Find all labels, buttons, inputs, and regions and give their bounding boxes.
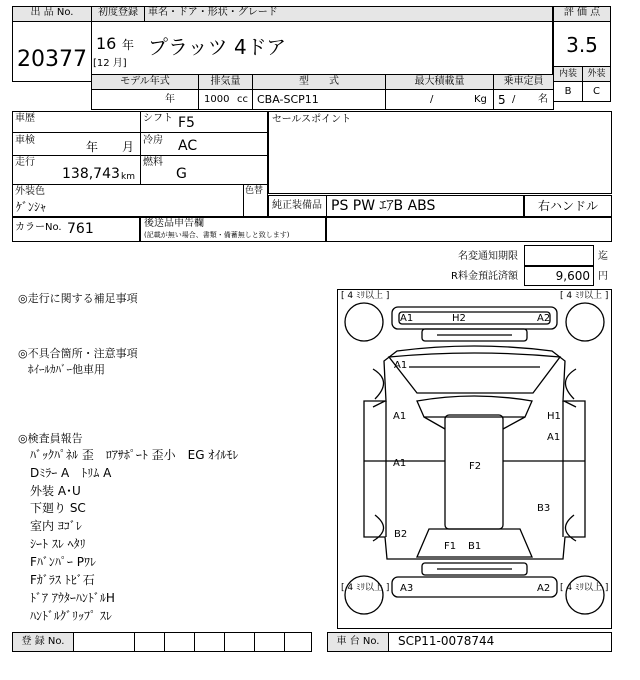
interior-label: 内装: [553, 66, 583, 82]
inspection-label: 車検: [15, 135, 35, 146]
first-reg-label: 初度登録: [91, 6, 145, 22]
fuel: G: [176, 166, 187, 182]
car-diagram: [337, 289, 612, 629]
tire-depth-front-right: [ 4 ﾐﾘ以上 ]: [560, 291, 609, 301]
lot-no: 20377: [17, 47, 87, 72]
driving-notes-header: ◎走行に関する補足事項: [18, 292, 138, 305]
front-bumper: [392, 307, 557, 329]
mark-rear-bumper-left: A3: [400, 583, 414, 594]
model-year-unit: 年: [165, 94, 175, 105]
first-reg-year-unit: 年: [122, 38, 135, 52]
color-no-label: カラーNo.: [15, 222, 62, 233]
reg-no-label: 登 録 No.: [12, 632, 74, 652]
aftermarket-note: (記載が無い場合、書類・備蓄無しと致します): [144, 231, 290, 239]
model-type-label: 型 式: [252, 74, 386, 90]
first-reg-month: [12 月]: [93, 58, 127, 69]
mark-left-rear-door: A1: [393, 458, 407, 469]
sales-points-label: セールスポイント: [272, 114, 352, 125]
name-change-unit: 迄: [598, 251, 608, 262]
inspector-line: ﾄﾞｱ ｱｳﾀｰﾊﾝﾄﾞﾙH: [30, 591, 115, 605]
inspector-line: 下廻り SC: [30, 501, 86, 515]
mark-right-rear-fender: B3: [537, 503, 551, 514]
exterior-grade: C: [582, 81, 611, 102]
mark-right-front-door-a1: A1: [547, 432, 561, 443]
inspector-line: 外装 A･U: [30, 484, 81, 498]
mark-left-fender: A1: [394, 360, 408, 371]
mark-rear-glass-b1: B1: [468, 541, 482, 552]
car-name: プラッツ 4ドア: [148, 35, 287, 59]
defects-header: ◎不具合箇所・注意事項: [18, 347, 138, 360]
inspector-line: Dﾐﾗｰ A ﾄﾘﾑ A: [30, 466, 112, 480]
inspector-line: ﾊﾝﾄﾞﾙｸﾞﾘｯﾌﾟ ｽﾚ: [30, 609, 112, 623]
chassis-label: 車 台 No.: [327, 632, 389, 652]
rear-bumper: [392, 577, 557, 597]
inspector-line: Fﾊﾞﾝﾊﾟｰ Pﾜﾚ: [30, 555, 96, 569]
tire-front-right: [566, 303, 604, 341]
displacement-unit: cc: [237, 94, 248, 105]
inspector-line: ﾊﾞｯｸﾊﾟﾈﾙ 歪 ﾛｱｻﾎﾟｰﾄ 歪小 EG ｵｲﾙﾓﾚ: [30, 448, 239, 462]
rating-label: 評 価 点: [553, 6, 611, 22]
recycle-label: R料金預託済額: [451, 271, 518, 282]
capacity-unit: 名: [538, 94, 548, 105]
capacity-slash: /: [512, 94, 516, 105]
name-change-label: 名変通知期限: [458, 251, 518, 262]
max-load-slash: /: [430, 94, 434, 105]
displacement: 1000: [204, 94, 230, 105]
inspector-header: ◎検査員報告: [18, 432, 83, 445]
lot-no-label: 出 品 No.: [12, 6, 92, 22]
model-year-value-cell: [91, 89, 199, 110]
mileage-label: 走行: [15, 157, 35, 168]
max-load-unit: Kg: [474, 94, 487, 105]
mark-rear-glass-f1: F1: [444, 541, 457, 552]
rating-score: 3.5: [566, 33, 598, 57]
ac: AC: [178, 138, 198, 154]
capacity: 5: [498, 93, 506, 107]
mark-left-rear-fender: B2: [394, 529, 408, 540]
tire-depth-front-left: [ 4 ﾐﾘ以上 ]: [341, 291, 390, 301]
max-load-label: 最大積載量: [385, 74, 494, 90]
color-label: 外装色: [15, 186, 45, 197]
color: ｹﾞﾝｼｬ: [16, 200, 47, 214]
handle: 右ハンドル: [524, 195, 612, 217]
interior-grade: B: [553, 81, 583, 102]
defect-line: ﾎｲｰﾙｶﾊﾞｰ他車用: [28, 363, 105, 376]
color-no: 761: [67, 221, 94, 237]
mark-rear-bumper-right: A2: [537, 583, 551, 594]
car-body-outline: [364, 346, 585, 559]
mark-front-bumper-center: H2: [452, 313, 466, 324]
inspector-line: 室内 ﾖｺﾞﾚ: [30, 519, 82, 533]
tire-rear-left: [345, 576, 383, 614]
tire-depth-rear-left: [ 4 ﾐﾘ以上 ]: [341, 583, 390, 593]
mark-left-front-door: A1: [393, 411, 407, 422]
capacity-label: 乗車定員: [493, 74, 554, 90]
recycle-amount: 9,600: [555, 269, 590, 283]
mileage-unit: km: [121, 172, 135, 182]
first-reg-year: 16: [96, 34, 117, 53]
model-year-label: モデル年式: [91, 74, 199, 90]
name-change-value: [524, 245, 594, 266]
shift: F5: [178, 115, 195, 131]
equipment: PS PW ｴｱB ABS: [331, 198, 436, 214]
displacement-label: 排気量: [198, 74, 253, 90]
exterior-label: 外装: [582, 66, 611, 82]
mark-front-bumper-right: A2: [537, 313, 551, 324]
tire-depth-rear-right: [ 4 ﾐﾘ以上 ]: [560, 583, 609, 593]
windshield: [417, 396, 532, 417]
shift-label: シフト: [143, 113, 173, 124]
mark-right-front-door-h1: H1: [547, 411, 561, 422]
inspector-line: ｼｰﾄ ｽﾚ ﾍﾀﾘ: [30, 537, 86, 551]
aftermarket-label: 後送品申告欄: [144, 218, 204, 229]
inspection-month: 月: [122, 140, 135, 154]
tire-front-left: [345, 303, 383, 341]
mileage: 138,743: [62, 166, 120, 182]
ac-label: 冷房: [143, 135, 163, 146]
inspection-year: 年: [86, 140, 99, 154]
history-label: 車歴: [15, 113, 35, 124]
color-change-label: 色替: [245, 186, 264, 196]
mark-front-bumper-left: A1: [400, 313, 414, 324]
car-name-label: 車名・ドア・形状・グレード: [144, 6, 553, 22]
hood: [389, 353, 560, 393]
inspector-line: Fｶﾞﾗｽ ﾄﾋﾞ石: [30, 573, 95, 587]
recycle-unit: 円: [598, 271, 608, 282]
model-type: CBA-SCP11: [257, 93, 319, 106]
tire-rear-right: [566, 576, 604, 614]
equipment-label: 純正装備品: [272, 200, 322, 211]
aftermarket-entry-cell: [326, 217, 612, 242]
chassis-no: SCP11-0078744: [398, 634, 495, 648]
mark-roof: F2: [469, 461, 482, 472]
fuel-label: 燃料: [143, 157, 163, 168]
